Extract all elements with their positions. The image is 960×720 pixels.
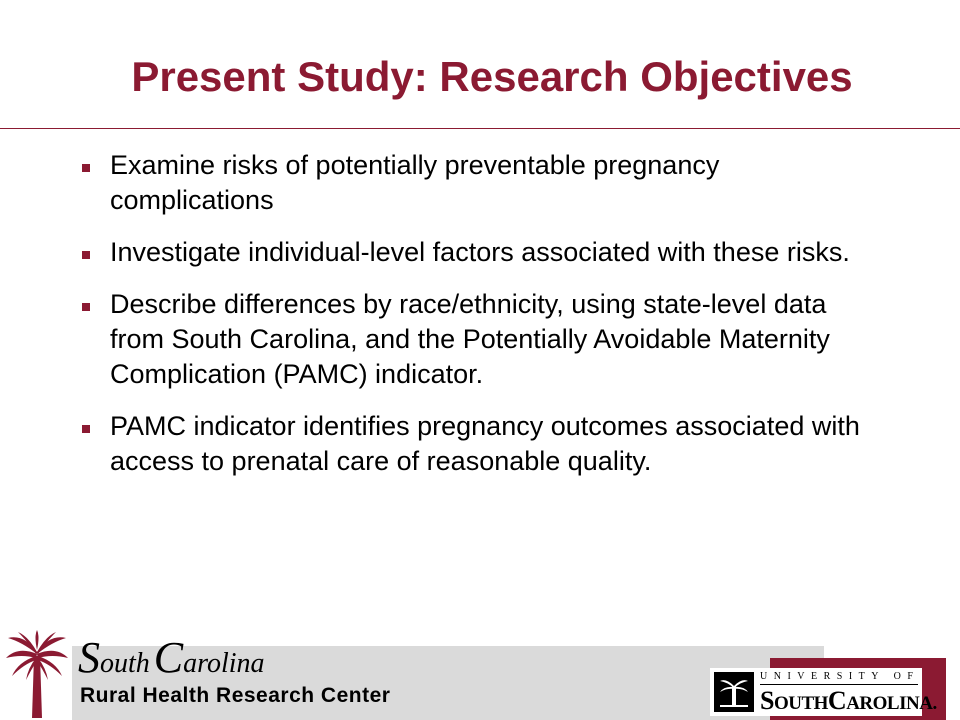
wordmark-outh: outh [100,648,150,679]
usc-emblem-icon [714,672,754,712]
objective-text: Describe differences by race/ethnicity, using state-level data from South Carolina, and the Potentially Avoidable Maternity Complication (PAMC) indicator. [110,289,830,389]
objective-text: Investigate individual-level factors associated with these risks. [110,237,850,267]
objectives-list [74,148,874,496]
rural-health-center-name: Rural Health Research Center [80,684,391,707]
bullet-square-icon [82,303,90,311]
usc-logo-rule [760,684,918,685]
south-carolina-wordmark [78,633,265,686]
wordmark-s: S [78,633,100,682]
slide-title: Present Study: Research Objectives [131,53,853,100]
bullet-square-icon [82,164,90,172]
palmetto-tree-icon [4,628,70,720]
wordmark-arolina: arolina [183,648,265,679]
objective-item [74,287,874,392]
south-carolina-name: SOUTHCAROLINA. [760,686,937,715]
objective-item [74,235,874,270]
objective-item [74,409,874,479]
objective-text: PAMC indicator identifies pregnancy outcomes associated with access to prenatal care of reasonable quality. [110,411,860,476]
wordmark-c: C [153,633,184,682]
objective-item [74,148,874,218]
objective-text: Examine risks of potentially preventable pregnancy complications [110,150,720,215]
bullet-square-icon [82,425,90,433]
bullet-square-icon [82,251,90,259]
title-divider [0,128,960,129]
university-of-label: UNIVERSITY OF [760,671,920,682]
usc-logo [710,668,937,716]
